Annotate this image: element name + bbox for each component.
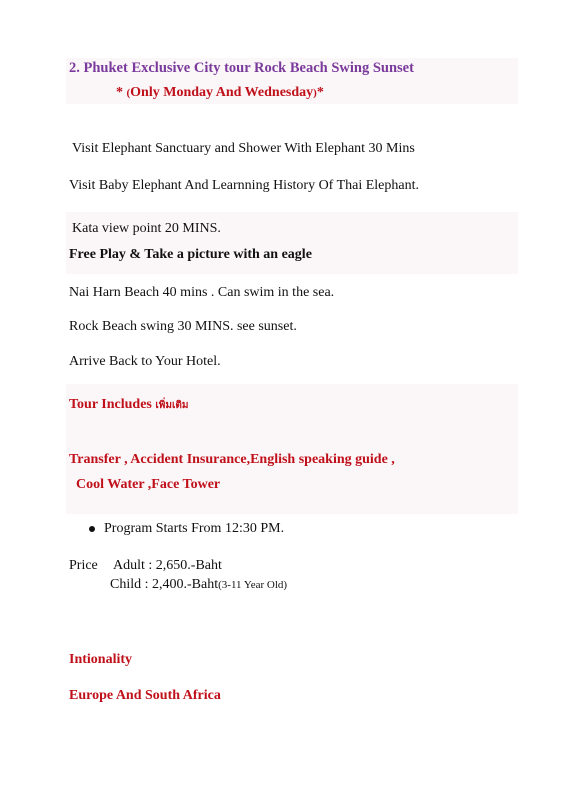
itinerary-item-return: Arrive Back to Your Hotel. (69, 354, 221, 369)
itinerary-item-baby-elephant: Visit Baby Elephant And Learnning History Of Thai Elephant. (69, 178, 419, 193)
includes-heading-text: Tour Includes (69, 397, 152, 412)
price-child-age: (3-11 Year Old) (218, 579, 288, 591)
itinerary-item-kata-viewpoint: Kata view point 20 MINS. (72, 221, 221, 236)
nationality-value: Europe And South Africa (69, 688, 221, 703)
includes-heading-thai: เพิ่มเติม (155, 400, 189, 411)
price-child (110, 576, 287, 594)
itinerary-item-eagle: Free Play & Take a picture with an eagle (69, 247, 312, 262)
program-start: Program Starts From 12:30 PM. (104, 521, 285, 536)
includes-line-2: Cool Water ,Face Tower (76, 477, 221, 492)
days-paren-open: ( (126, 87, 131, 99)
includes-line-1: Transfer , Accident Insurance,English speaking guide , (69, 452, 395, 467)
includes-heading (69, 396, 188, 415)
nationality-heading: Intionality (69, 652, 133, 667)
itinerary-item-rock-beach: Rock Beach swing 30 MINS. see sunset. (69, 319, 297, 334)
days-text: Only Monday And Wednesday (130, 85, 314, 100)
bullet-icon (89, 526, 95, 532)
price-adult: Adult : 2,650.-Baht (113, 558, 222, 573)
days-note (116, 84, 324, 102)
price-label: Price (69, 558, 98, 573)
price-child-value: Child : 2,400.-Baht (110, 577, 219, 592)
itinerary-item-nai-harn: Nai Harn Beach 40 mins . Can swim in the sea. (69, 285, 335, 300)
itinerary-item-elephant-sanctuary: Visit Elephant Sanctuary and Shower With Elephant 30 Mins (72, 141, 415, 156)
days-star-open: * (116, 85, 127, 100)
page-title: 2. Phuket Exclusive City tour Rock Beach Swing Sunset (69, 60, 414, 76)
days-paren-close: ) (313, 87, 317, 99)
days-star-close: * (316, 85, 324, 100)
